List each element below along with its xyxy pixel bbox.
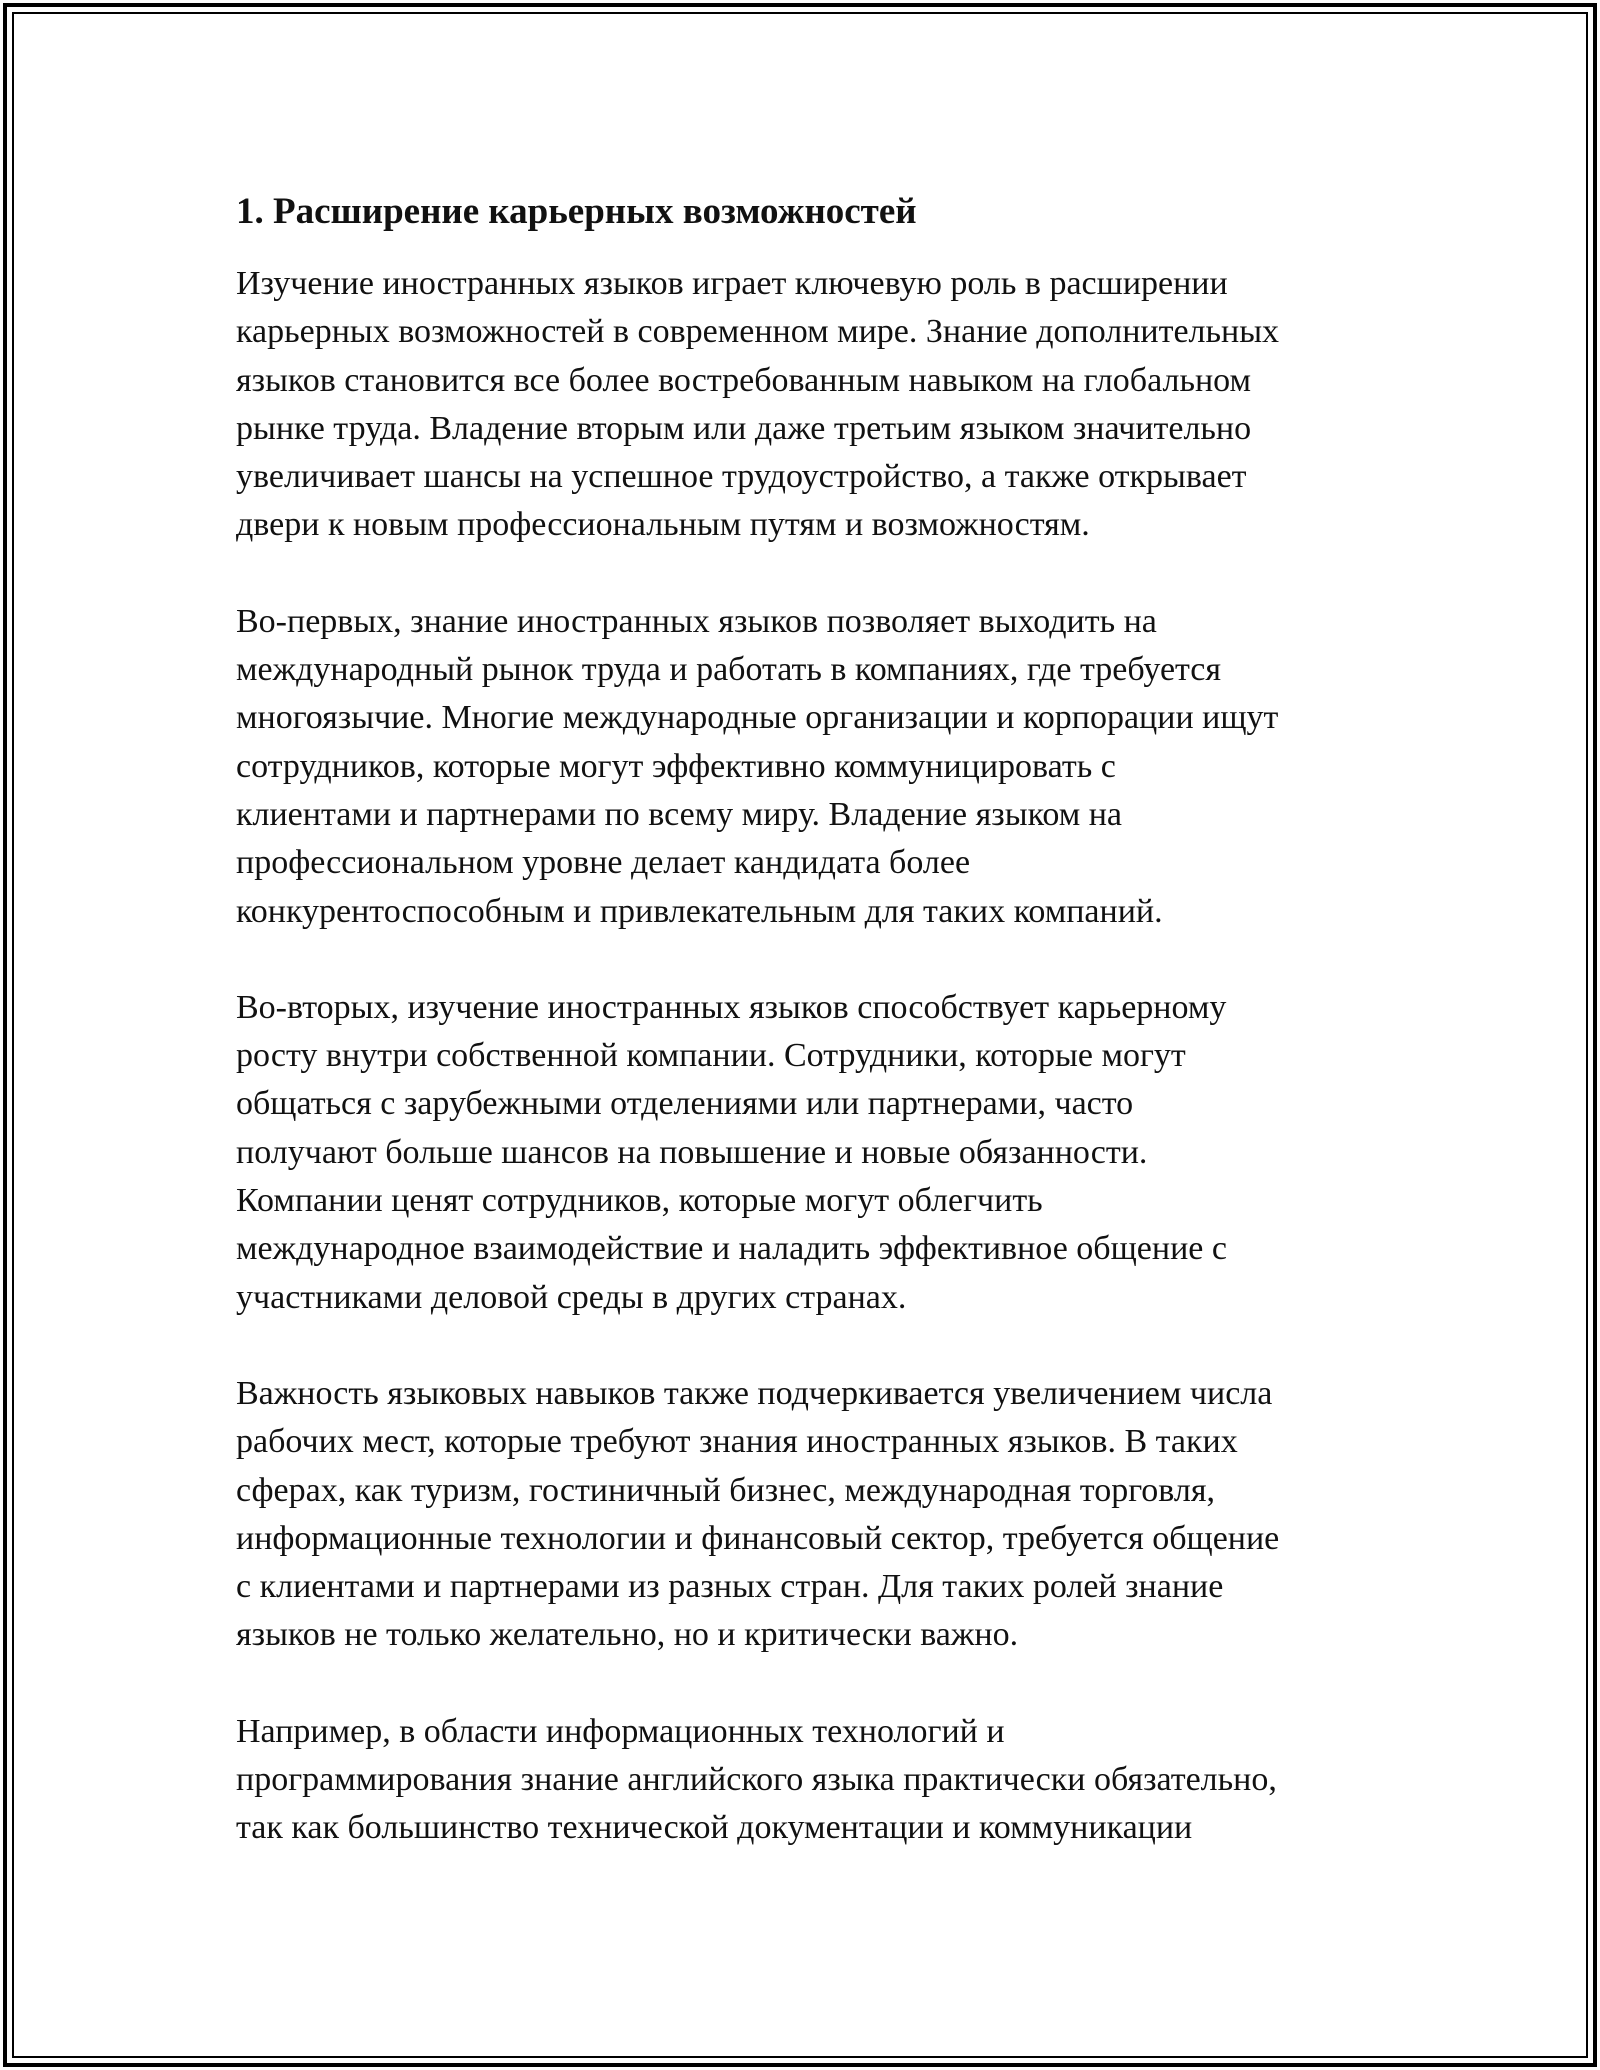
paragraph-5: Например, в области информационных технологий и программирования знание английского языка практически обязательно, так как большинство технической документации и коммуникации (236, 1712, 1277, 1847)
paragraph-1: Изучение иностранных языков играет ключевую роль в расширении карьерных возможностей в современном мире. Знание дополнительных языков становится все более востребованным навыком на глобальном рынке труда. Владение вторым или даже третьим языком значительно увеличивает шансы на успешное трудоустройство, а также открывает двери к новым профессиональным путям и возможностям. (236, 265, 1280, 544)
paragraph-3: Во-вторых, изучение иностранных языков способствует карьерному росту внутри собственной компании. Сотрудники, которые могут общаться с зарубежными отделениями или партнерами, часто получают больше шансов на повышение и новые обязанности. Компании ценят сотрудников, которые могут облегчить международное взаимодействие и наладить эффективное общение с участниками деловой среды в других странах. (236, 988, 1227, 1316)
section-heading: 1. Расширение карьерных возможностей (236, 191, 917, 232)
paragraph-4: Важность языковых навыков также подчеркивается увеличением числа рабочих мест, которые требуют знания иностранных языков. В таких сферах, как туризм, гостиничный бизнес, международная торговля, информационные технологии и финансовый сектор, требуется общение с клиентами и партнерами из разных стран. Для таких ролей знание языков не только желательно, но и критически важно. (236, 1374, 1280, 1654)
paragraph-2: Во-первых, знание иностранных языков позволяет выходить на международный рынок труда и работать в компаниях, где требуется многоязычие. Многие международные организации и корпорации ищут сотрудников, которые могут эффективно коммуницировать с клиентами и партнерами по всему миру. Владение языком на профессиональном уровне делает кандидата более конкурентоспособным и привлекательным для таких компаний. (236, 602, 1279, 930)
document-page (236, 186, 1376, 1901)
